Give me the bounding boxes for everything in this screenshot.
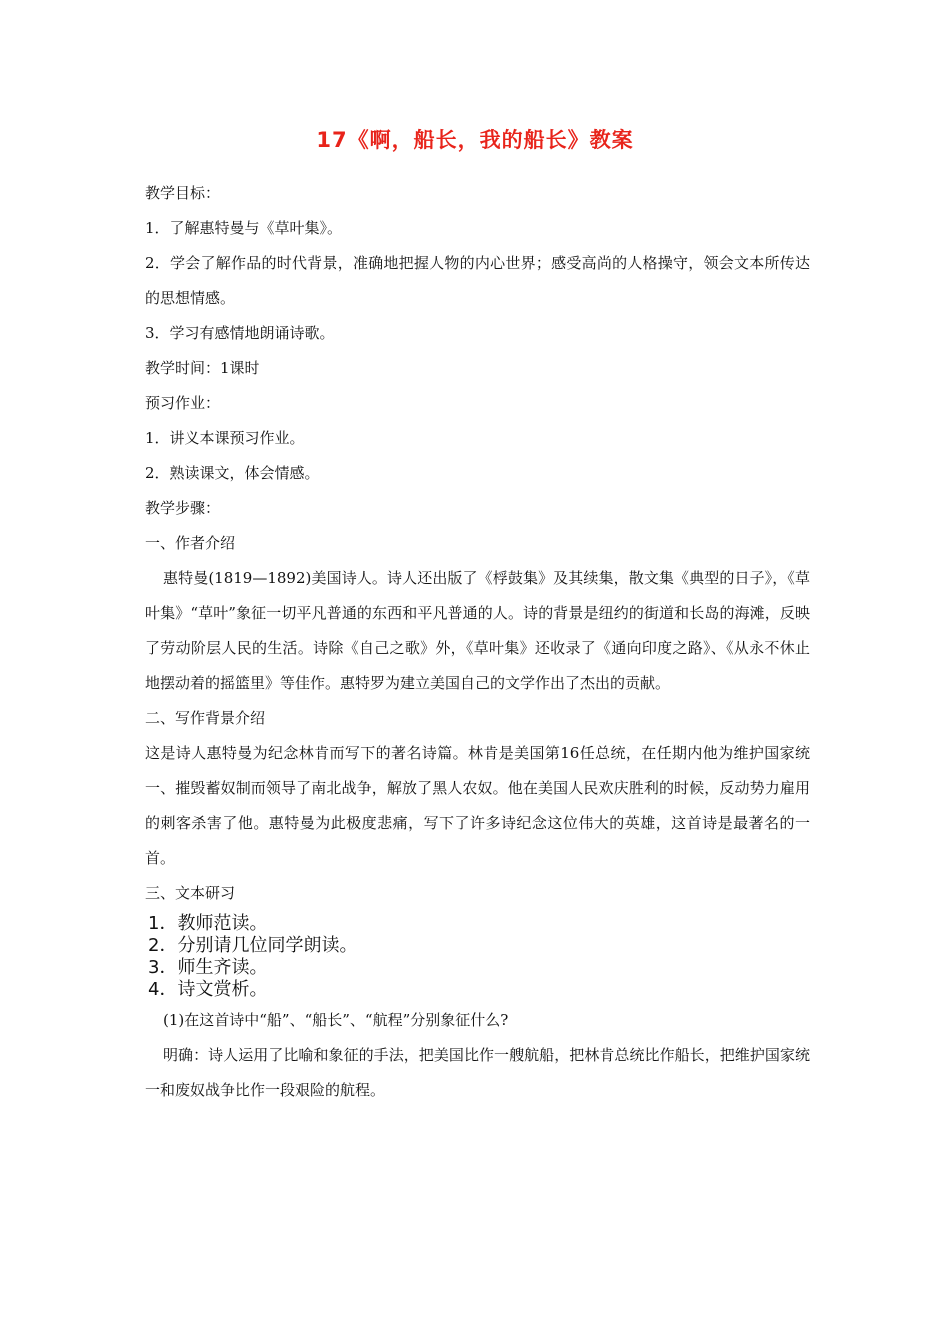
- document-title: 17《啊，船长，我的船长》教案: [316, 128, 634, 152]
- steps-heading: 教学步骤：: [145, 499, 221, 517]
- study-step-2: 2．分别请几位同学朗读。: [148, 935, 358, 956]
- section-2-paragraph: 这是诗人惠特曼为纪念林肯而写下的著名诗篇。林肯是美国第16任总统，在任期内他为维护国家统一、摧毁蓄奴制而领导了南北战争，解放了黑人农奴。他在美国人民欢庆胜利的时候，反动势力雇用的刺客杀害了他。惠特曼为此极度悲痛，写下了许多诗纪念这位伟大的英雄，这首诗是最著名的一首。: [145, 744, 810, 867]
- answer-1: 明确：诗人运用了比喻和象征的手法，把美国比作一艘航船，把林肯总统比作船长，把维护国家统一和废奴战争比作一段艰险的航程。: [145, 1046, 810, 1099]
- section-1-heading: 一、作者介绍: [145, 534, 236, 552]
- prep-heading: 预习作业：: [145, 394, 221, 412]
- study-steps-list: [145, 913, 810, 1001]
- section-3-heading: 三、文本研习: [145, 884, 236, 902]
- goal-item-1: 1．了解惠特曼与《草叶集》。: [145, 219, 343, 237]
- goal-item-3: 3．学习有感情地朗诵诗歌。: [145, 324, 335, 342]
- study-step-1: 1．教师范读。: [148, 913, 268, 934]
- prep-item-2: 2．熟读课文，体会情感。: [145, 464, 320, 482]
- goals-heading: 教学目标：: [145, 184, 221, 202]
- question-1: (1)在这首诗中“船”、“船长”、“航程”分别象征什么?: [163, 1011, 509, 1029]
- study-step-3: 3．师生齐读。: [148, 957, 268, 978]
- document-body: [145, 176, 810, 1108]
- goal-item-2: 2．学会了解作品的时代背景，准确地把握人物的内心世界；感受高尚的人格操守，领会文本所传达的思想情感。: [145, 254, 810, 307]
- teaching-time: 教学时间：1课时: [145, 359, 260, 377]
- prep-item-1: 1．讲义本课预习作业。: [145, 429, 305, 447]
- section-2-heading: 二、写作背景介绍: [145, 709, 266, 727]
- study-step-4: 4．诗文赏析。: [148, 979, 268, 1000]
- section-1-paragraph: 惠特曼(1819—1892)美国诗人。诗人还出版了《桴鼓集》及其续集，散文集《典型的日子》，《草叶集》“草叶”象征一切平凡普通的东西和平凡普通的人。诗的背景是纽约的街道和长岛的海滩，反映了劳动阶层人民的生活。诗除《自己之歌》外，《草叶集》还收录了《通向印度之路》、《从永不休止地摆动着的摇篮里》等佳作。惠特罗为建立美国自己的文学作出了杰出的贡献。: [145, 569, 810, 692]
